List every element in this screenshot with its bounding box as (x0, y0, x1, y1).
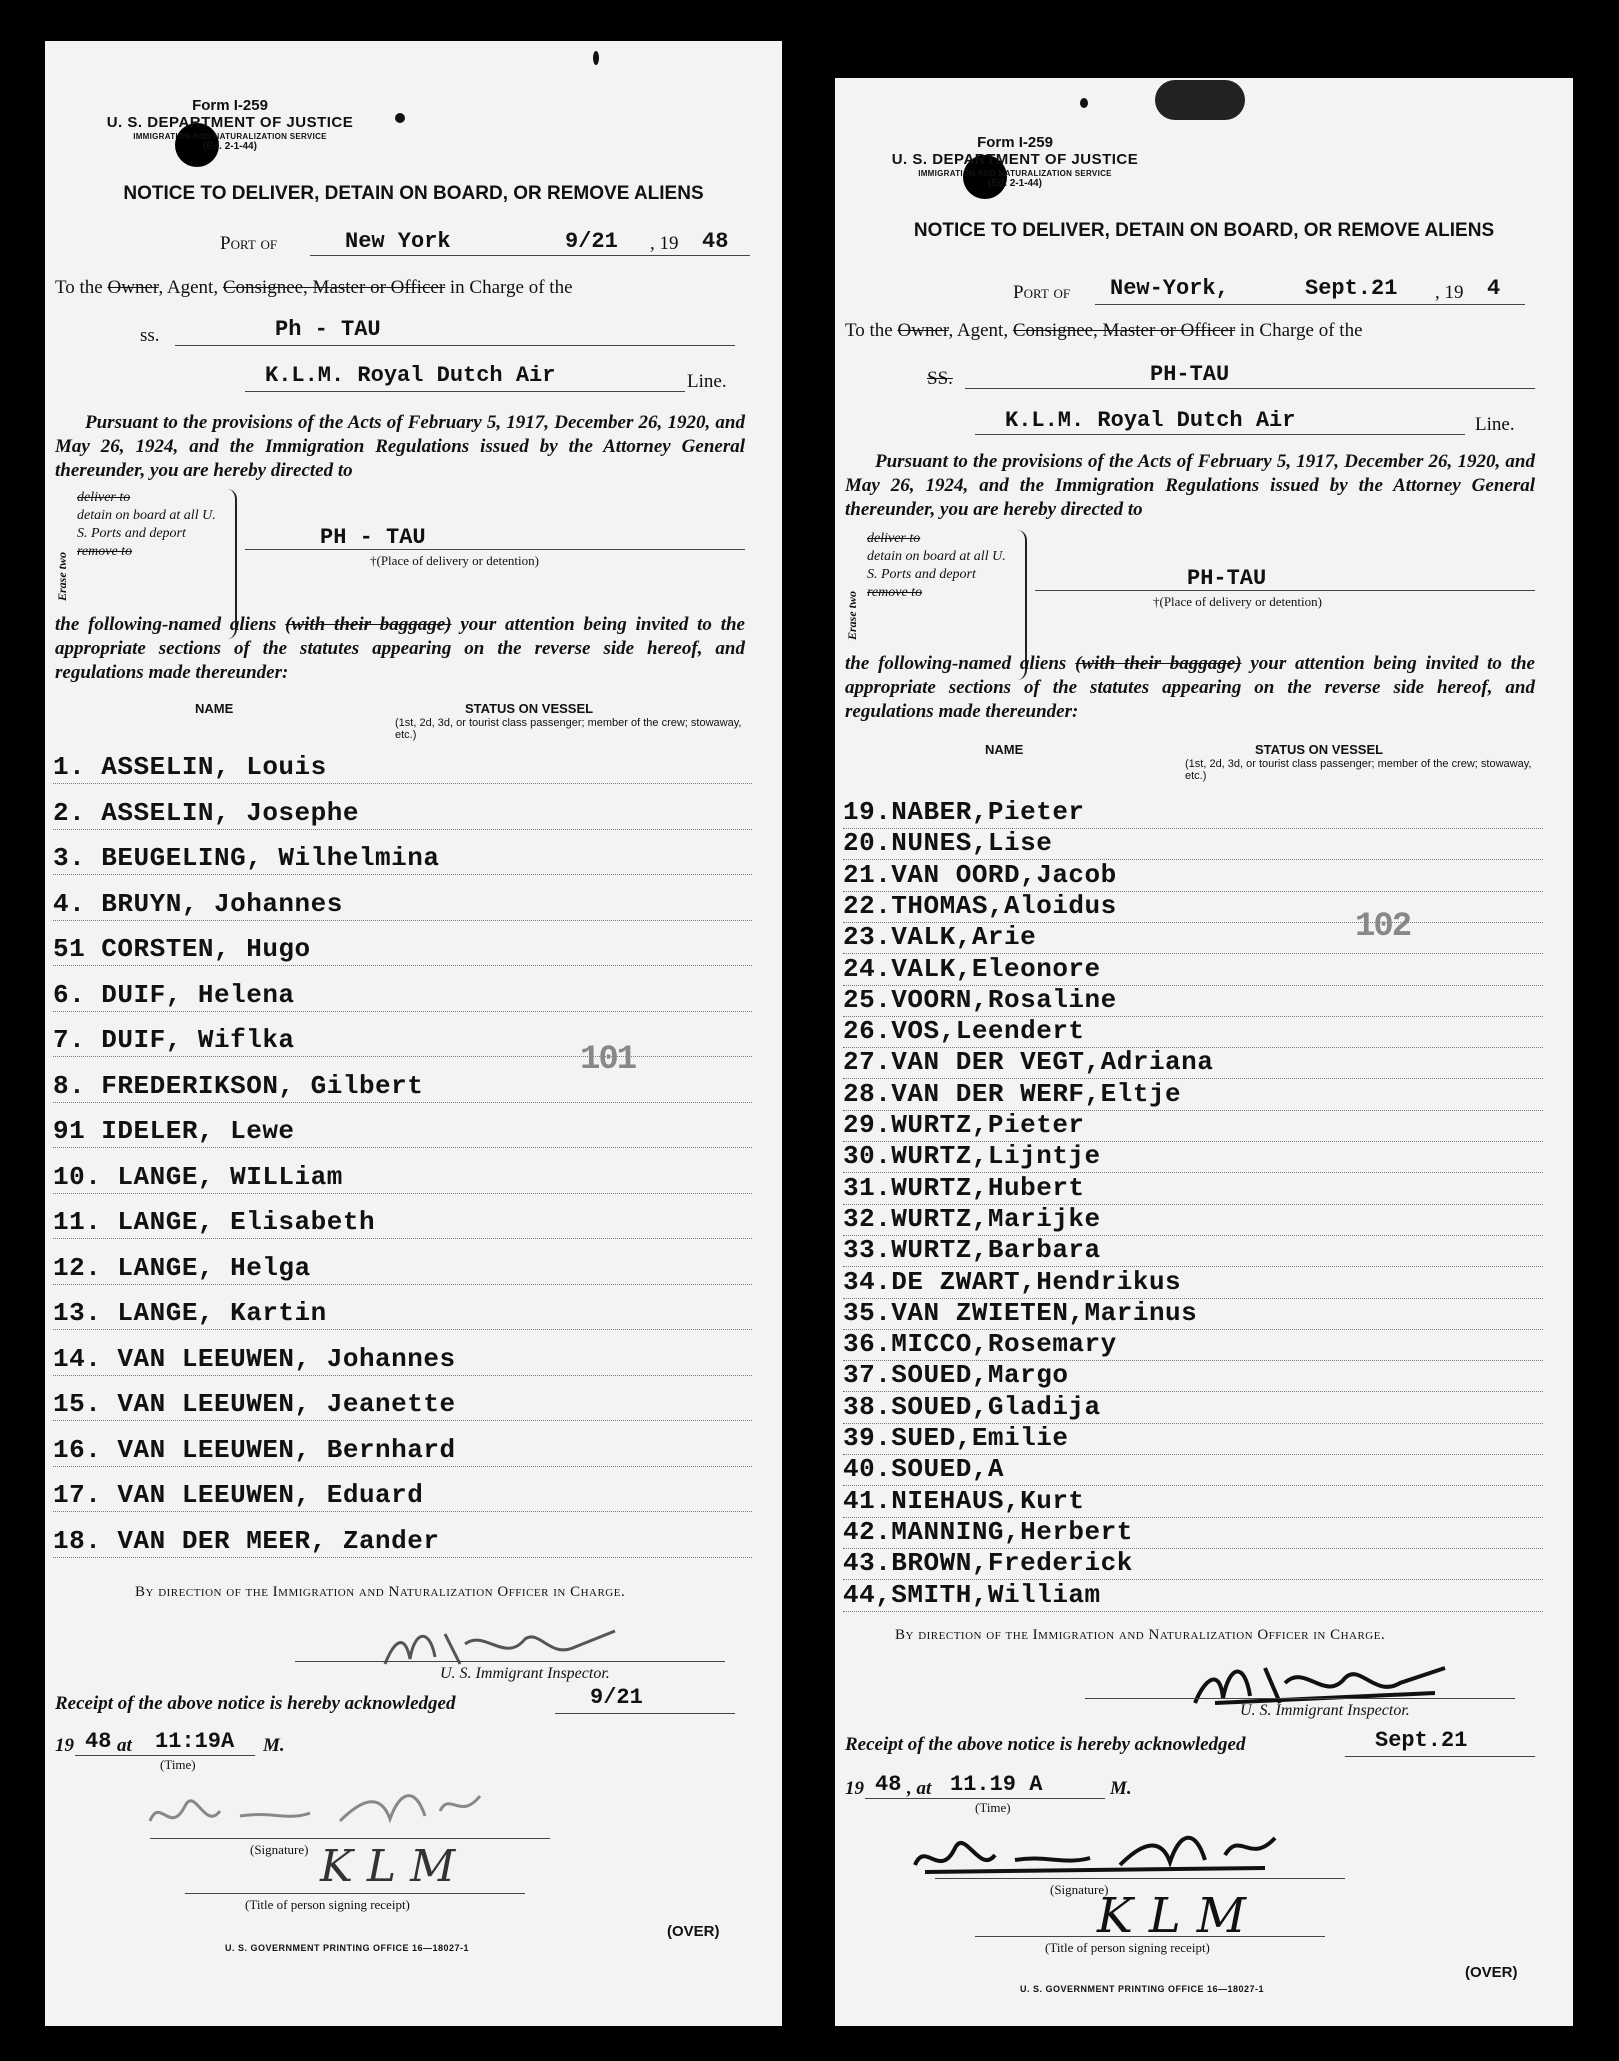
port-label: Port of (220, 233, 278, 254)
alien-name: 22.THOMAS,Aloidus (843, 890, 1117, 921)
row-rule (53, 829, 752, 830)
alien-name: 38.SOUED,Gladija (843, 1391, 1101, 1422)
over-label: (OVER) (1465, 1964, 1518, 1981)
alien-name: 23.VALK,Arie (843, 922, 1037, 953)
alien-name: 11. LANGE, Elisabeth (53, 1207, 376, 1237)
alien-name: 27.VAN DER VEGT,Adriana (843, 1047, 1214, 1078)
direction-text: By direction of the Immigration and Naturalization Officer in Charge. (135, 1584, 626, 1600)
ink-smudge (1155, 80, 1245, 120)
page-number-stamp: 102 (1355, 908, 1411, 946)
alien-name-row (835, 1455, 1573, 1486)
time-caption: (Time) (975, 1800, 1011, 1815)
row-rule (53, 1056, 752, 1057)
alien-name-row (835, 1361, 1573, 1392)
receipt-m: M. (263, 1735, 285, 1756)
alien-name-row (45, 1163, 782, 1194)
alien-name-row (835, 1424, 1573, 1455)
alien-name-row (835, 1518, 1573, 1549)
department: U. S. DEPARTMENT OF JUSTICE (106, 114, 354, 132)
agent: , Agent, (158, 277, 219, 298)
vessel-underline (175, 345, 735, 346)
title-underline (975, 1936, 1325, 1937)
alien-name-row (45, 1436, 782, 1467)
ss-label: SS. (927, 368, 953, 389)
place-value: PH-TAU (1187, 566, 1267, 591)
alien-name-row (45, 799, 782, 830)
alien-name: 42.MANNING,Herbert (843, 1516, 1133, 1547)
alien-name: 19.NABER,Pieter (843, 797, 1085, 827)
place-underline (1035, 590, 1535, 591)
year-suffix: 48 (702, 229, 729, 254)
alien-name: 40.SOUED,A (843, 1454, 1005, 1485)
row-rule (53, 1284, 752, 1285)
alien-name-row (835, 829, 1573, 860)
alien-name-row (835, 1299, 1573, 1330)
alien-name: 32.WURTZ,Marijke (843, 1203, 1101, 1234)
alien-name: 3. BEUGELING, Wilhelmina (53, 843, 440, 873)
receipt-m: M. (1110, 1778, 1132, 1799)
inspector-underline (295, 1661, 725, 1662)
alien-name: 12. LANGE, Helga (53, 1252, 311, 1283)
alien-name: 91 IDELER, Lewe (53, 1116, 295, 1146)
row-rule (53, 965, 752, 966)
following-part-1: the following-named aliens (55, 614, 277, 635)
receipt-date: 9/21 (590, 1685, 643, 1710)
alien-name: 21.VAN OORD,Jacob (843, 859, 1117, 890)
date-value: Sept.21 (1305, 276, 1398, 301)
option-detain: detain on board at all U. S. Ports and deport (867, 549, 1006, 582)
page-number-stamp: 101 (580, 1041, 636, 1079)
alien-name-row (835, 861, 1573, 892)
alien-name: 15. VAN LEEUWEN, Jeanette (53, 1389, 456, 1419)
alien-name: 39.SUED,Emilie (843, 1423, 1069, 1453)
alien-name-row (45, 1026, 782, 1057)
alien-name-row (45, 890, 782, 921)
department: U. S. DEPARTMENT OF JUSTICE (891, 151, 1139, 169)
option-deliver: deliver to (867, 531, 921, 546)
alien-name-row (45, 1390, 782, 1421)
alien-name-row (835, 892, 1573, 923)
receipt-time: 11.19 A (950, 1772, 1043, 1797)
alien-name: 28.VAN DER WERF,Eltje (843, 1078, 1182, 1109)
row-rule (53, 1329, 752, 1330)
alien-name: 25.VOORN,Rosaline (843, 984, 1117, 1015)
alien-name: 35.VAN ZWIETEN,Marinus (843, 1297, 1198, 1328)
alien-name-row (835, 1174, 1573, 1205)
signer-title-handwritten: KLM (1097, 1888, 1262, 1944)
row-rule (53, 1557, 752, 1558)
row-rule (53, 1011, 752, 1012)
port-underline (310, 255, 750, 256)
in-charge: in Charge of the (449, 277, 573, 298)
row-rule (53, 1511, 752, 1512)
alien-name-row (835, 1487, 1573, 1518)
form-title: NOTICE TO DELIVER, DETAIN ON BOARD, OR REMOVE ALIENS (123, 183, 704, 204)
receipt-year: 48 (875, 1772, 902, 1797)
alien-name: 2. ASSELIN, Josephe (53, 797, 359, 828)
alien-name: 36.MICCO,Rosemary (843, 1329, 1117, 1360)
alien-name: 13. LANGE, Kartin (53, 1298, 327, 1328)
line-name: K.L.M. Royal Dutch Air (1005, 408, 1296, 433)
following-paragraph (845, 652, 1535, 724)
row-rule (53, 920, 752, 921)
row-rule (53, 1238, 752, 1239)
alien-name-row (45, 1527, 782, 1558)
alien-name-row (835, 1017, 1573, 1048)
alien-name-row (835, 1330, 1573, 1361)
time-underline (865, 1798, 1105, 1799)
status-note: (1st, 2d, 3d, or tourist class passenger; member of the crew; stowaway, etc.) (1185, 758, 1532, 782)
owner-struck: Owner (897, 320, 949, 341)
alien-name: 37.SOUED,Margo (843, 1360, 1069, 1391)
time-caption: (Time) (160, 1757, 196, 1772)
place-caption: †(Place of delivery or detention) (1153, 594, 1322, 609)
alien-name-row (45, 844, 782, 875)
alien-name-row (45, 1208, 782, 1239)
form-identifier (55, 97, 405, 152)
alien-name: 30.WURTZ,Lijntje (843, 1141, 1101, 1172)
port-value: New York (345, 229, 451, 254)
alien-name: 6. DUIF, Helena (53, 979, 295, 1010)
place-value: PH - TAU (320, 525, 426, 550)
notice-form-right (835, 78, 1573, 2026)
signer-title-handwritten: KLM (320, 1841, 470, 1892)
status-column-header: STATUS ON VESSEL (465, 701, 594, 716)
alien-name: 1. ASSELIN, Louis (53, 752, 327, 782)
alien-name: 4. BRUYN, Johannes (53, 888, 343, 919)
service: IMMIGRATION AND NATURALIZATION SERVICE (918, 168, 1112, 178)
alien-name: 34.DE ZWART,Hendrikus (843, 1266, 1182, 1297)
consignee-struck: Consignee, Master or Officer (1012, 320, 1236, 341)
erase-two-label: Erase two (55, 551, 69, 601)
year-suffix: 4 (1487, 276, 1501, 301)
receipt-signature (905, 1820, 1325, 1890)
ink-blot (593, 51, 599, 65)
following-part-1: the following-named aliens (845, 653, 1067, 674)
inspector-caption: U. S. Immigrant Inspector. (440, 1665, 610, 1682)
row-rule (53, 783, 752, 784)
alien-name: 33.WURTZ,Barbara (843, 1235, 1101, 1266)
alien-name-row (45, 935, 782, 966)
alien-name-row (835, 955, 1573, 986)
option-deliver: deliver to (77, 490, 131, 505)
row-rule (843, 1611, 1543, 1612)
baggage-struck: (with their baggage) (1075, 653, 1242, 674)
option-remove: remove to (867, 585, 923, 600)
row-rule (53, 1420, 752, 1421)
pursuant-paragraph: Pursuant to the provisions of the Acts of February 5, 1917, December 26, 1920, and May 26, 1924, and the Immigration Regulations issued by the Attorney General thereunder, you are hereby directed to (845, 451, 1535, 520)
alien-name: 10. LANGE, WILLiam (53, 1161, 343, 1192)
alien-name-row (835, 1268, 1573, 1299)
alien-name: 51 CORSTEN, Hugo (53, 934, 311, 964)
following-part-2: your attention being invited to the appropriate sections of the statutes appearing on the reverse side hereof, and regulations made thereunder: (845, 653, 1535, 722)
alien-name: 43.BROWN,Frederick (843, 1548, 1133, 1579)
alien-name: 31.WURTZ,Hubert (843, 1172, 1085, 1203)
edition: (Ed. 2-1-44) (988, 177, 1042, 189)
alien-name-row (45, 753, 782, 784)
receipt-year-prefix: 19 (845, 1778, 864, 1799)
line-underline (245, 391, 685, 392)
receipt-time: 11:19A (155, 1729, 235, 1754)
ss-label: ss. (140, 325, 160, 346)
over-label: (OVER) (667, 1923, 720, 1940)
alien-name: 26.VOS,Leendert (843, 1016, 1085, 1047)
line-label: Line. (687, 371, 727, 392)
receipt-at: , at (907, 1778, 932, 1799)
alien-name-row (835, 1142, 1573, 1173)
printing-office: U. S. GOVERNMENT PRINTING OFFICE 16—18027-1 (225, 1943, 470, 1953)
place-underline (245, 549, 745, 550)
alien-name: 41.NIEHAUS,Kurt (843, 1485, 1085, 1516)
alien-name-row (45, 981, 782, 1012)
receipt-year: 48 (85, 1729, 112, 1754)
year-prefix: , 19 (650, 233, 679, 254)
port-line (220, 233, 277, 255)
receipt-date: Sept.21 (1375, 1728, 1468, 1753)
agent: , Agent, (948, 320, 1009, 341)
place-caption: †(Place of delivery or detention) (370, 553, 539, 568)
receipt-year-prefix: 19 (55, 1735, 74, 1756)
row-rule (53, 1193, 752, 1194)
edition: (Ed. 2-1-44) (203, 140, 257, 152)
port-underline (1095, 304, 1525, 305)
erase-two-label: Erase two (845, 590, 859, 640)
alien-name-row (45, 1299, 782, 1330)
signature-caption: (Signature) (250, 1842, 309, 1857)
receipt-date-underline (555, 1713, 735, 1714)
alien-name-row (45, 1345, 782, 1376)
time-underline (75, 1755, 255, 1756)
alien-name-row (835, 1549, 1573, 1580)
year-prefix: , 19 (1435, 282, 1464, 303)
inspector-underline (1085, 1698, 1515, 1699)
vessel-name: Ph - TAU (275, 317, 381, 342)
alien-name-row (45, 1481, 782, 1512)
title-caption: (Title of person signing receipt) (245, 1897, 410, 1912)
consignee-struck: Consignee, Master or Officer (222, 277, 446, 298)
alien-name-row (835, 1393, 1573, 1424)
alien-name-row (45, 1254, 782, 1285)
alien-name-row (835, 798, 1573, 829)
alien-name: 14. VAN LEEUWEN, Johannes (53, 1343, 456, 1374)
vessel-name: PH-TAU (1150, 362, 1230, 387)
receipt-text: Receipt of the above notice is hereby acknowledged (845, 1734, 1246, 1755)
receipt-text: Receipt of the above notice is hereby acknowledged (55, 1693, 456, 1714)
disposition-options (77, 489, 225, 561)
alien-name-row (835, 1205, 1573, 1236)
following-part-2: your attention being invited to the appropriate sections of the statutes appearing on the reverse side hereof, and regulations made thereunder: (55, 614, 745, 683)
form-title: NOTICE TO DELIVER, DETAIN ON BOARD, OR REMOVE ALIENS (913, 220, 1495, 241)
following-paragraph (55, 613, 745, 685)
row-rule (53, 874, 752, 875)
service: IMMIGRATION AND NATURALIZATION SERVICE (133, 131, 327, 141)
row-rule (53, 1102, 752, 1103)
status-column-header: STATUS ON VESSEL (1255, 742, 1384, 757)
notice-form-left (45, 41, 782, 2026)
row-rule (53, 1375, 752, 1376)
option-remove: remove to (77, 544, 133, 559)
to-the: To the (55, 277, 103, 298)
name-column-header: NAME (985, 742, 1024, 757)
alien-name-row (835, 1080, 1573, 1111)
alien-name: 44,SMITH,William (843, 1579, 1101, 1610)
line-name: K.L.M. Royal Dutch Air (265, 363, 556, 388)
row-rule (53, 1466, 752, 1467)
alien-name: 7. DUIF, Wiflka (53, 1025, 295, 1055)
in-charge: in Charge of the (1239, 320, 1363, 341)
alien-name-row (835, 986, 1573, 1017)
alien-name: 18. VAN DER MEER, Zander (53, 1525, 440, 1556)
form-identifier (845, 134, 1185, 189)
option-detain: detain on board at all U. S. Ports and deport (77, 508, 216, 541)
signature-underline (935, 1878, 1345, 1879)
receipt-at: at (117, 1735, 132, 1756)
to-the: To the (845, 320, 893, 341)
alien-name: 8. FREDERIKSON, Gilbert (53, 1070, 424, 1101)
alien-name: 20.NUNES,Lise (843, 828, 1053, 859)
owner-struck: Owner (107, 277, 159, 298)
alien-name-row (835, 1581, 1573, 1612)
to-the-line (55, 277, 573, 299)
alien-name-row (835, 1236, 1573, 1267)
status-note: (1st, 2d, 3d, or tourist class passenger; member of the crew; stowaway, etc.) (395, 717, 742, 741)
baggage-struck: (with their baggage) (285, 614, 452, 635)
title-caption: (Title of person signing receipt) (1045, 1940, 1210, 1955)
to-the-line (845, 320, 1363, 342)
alien-name-row (835, 1111, 1573, 1142)
ink-blot (1080, 98, 1088, 108)
row-rule (53, 1147, 752, 1148)
alien-name: 16. VAN LEEUWEN, Bernhard (53, 1434, 456, 1465)
date-value: 9/21 (565, 229, 618, 254)
disposition-options (867, 530, 1015, 602)
signature-underline (150, 1838, 550, 1839)
alien-name-row (835, 923, 1573, 954)
line-label: Line. (1475, 414, 1515, 435)
printing-office: U. S. GOVERNMENT PRINTING OFFICE 16—18027-1 (1020, 1984, 1265, 1994)
receipt-date-underline (1345, 1756, 1535, 1757)
alien-name-row (45, 1117, 782, 1148)
alien-name-row (45, 1072, 782, 1103)
alien-name-row (835, 1048, 1573, 1079)
form-number: Form I-259 (977, 134, 1053, 151)
direction-text: By direction of the Immigration and Naturalization Officer in Charge. (895, 1627, 1386, 1643)
port-value: New-York, (1110, 276, 1229, 301)
alien-name: 29.WURTZ,Pieter (843, 1110, 1085, 1140)
vessel-underline (965, 388, 1535, 389)
port-label: Port of (1013, 282, 1071, 303)
line-underline (975, 434, 1465, 435)
alien-name: 17. VAN LEEUWEN, Eduard (53, 1480, 424, 1510)
pursuant-paragraph: Pursuant to the provisions of the Acts of February 5, 1917, December 26, 1920, and May 26, 1924, and the Immigration Regulations issued by the Attorney General thereunder, you are hereby directed to (55, 412, 745, 481)
form-number: Form I-259 (192, 97, 268, 114)
inspector-caption: U. S. Immigrant Inspector. (1240, 1702, 1410, 1719)
title-underline (185, 1893, 525, 1894)
name-column-header: NAME (195, 701, 234, 716)
alien-name: 24.VALK,Eleonore (843, 953, 1101, 984)
signature-caption: (Signature) (1050, 1882, 1109, 1897)
